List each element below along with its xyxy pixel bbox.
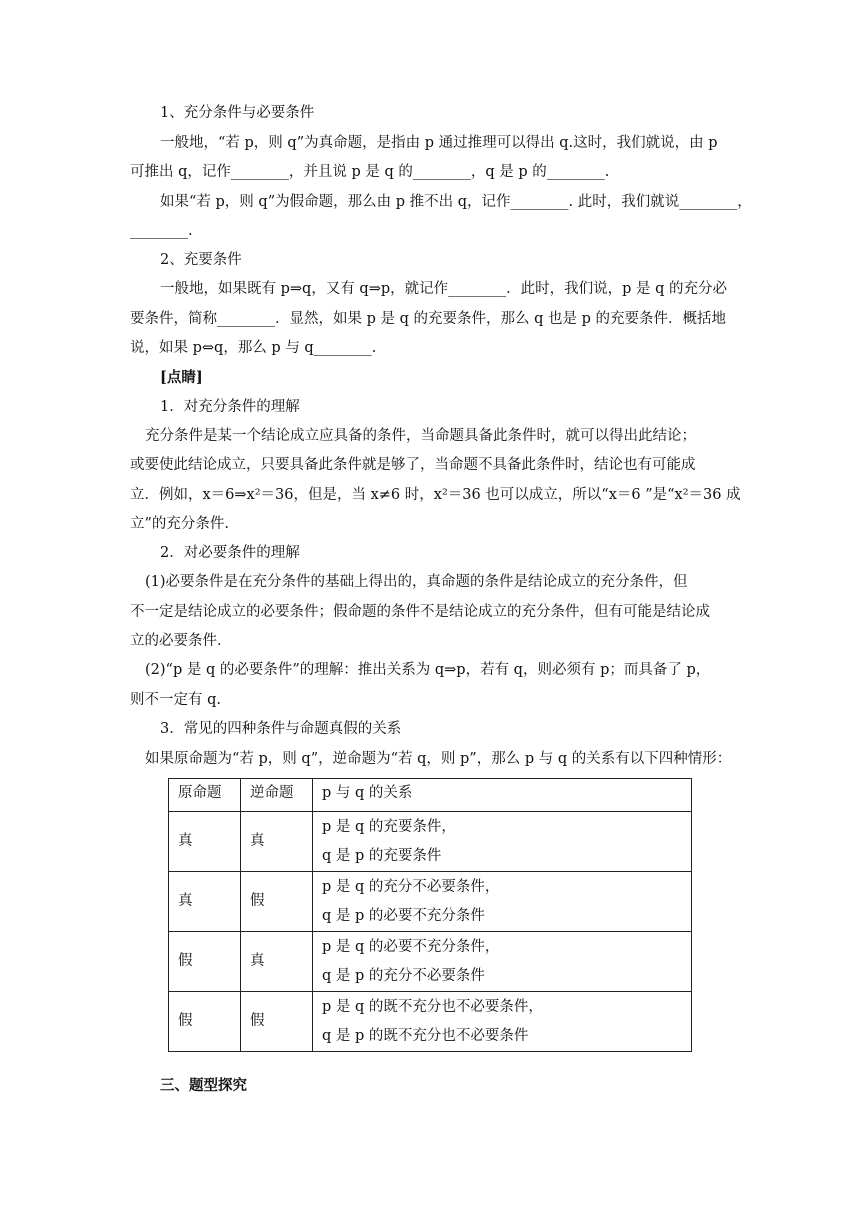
section2-heading: 2、充要条件 bbox=[160, 252, 242, 268]
dianjing-item2-heading: 2．对必要条件的理解 bbox=[160, 545, 300, 561]
table-header-cell: 逆命题 bbox=[241, 779, 313, 812]
table-cell-relation-line1: p 是 q 的既不充分也不必要条件， bbox=[322, 999, 543, 1015]
dianjing-item3-intro: 如果原命题为“若 p，则 q”，逆命题为“若 q，则 p”，那么 p 与 q 的关系有以下四种情形： bbox=[145, 751, 732, 767]
section3-heading: 三、题型探究 bbox=[160, 1077, 247, 1094]
dianjing-item3-heading: 3．常见的四种条件与命题真假的关系 bbox=[160, 721, 402, 737]
section1-paragraph2-line2: ________. bbox=[130, 223, 193, 239]
section1-heading: 1、充分条件与必要条件 bbox=[160, 105, 315, 121]
table-header-cell: 原命题 bbox=[169, 779, 241, 812]
table-cell-relation-line2: q 是 p 的充要条件 bbox=[322, 848, 442, 864]
table-cell-relation-line2: q 是 p 的必要不充分条件 bbox=[322, 908, 485, 924]
dianjing-item1-line2: 或要使此结论成立，只要具备此条件就是够了，当命题不具备此条件时，结论也有可能成 bbox=[130, 457, 696, 473]
table-row bbox=[169, 992, 692, 1052]
table-cell-original: 假 bbox=[178, 953, 193, 969]
table-cell-relation-line2: q 是 p 的既不充分也不必要条件 bbox=[322, 1028, 529, 1044]
table-cell-converse: 假 bbox=[250, 1013, 265, 1029]
section1-paragraph1-line1: 一般地，“若 p，则 q”为真命题，是指由 p 通过推理可以得出 q.这时，我们就说，由 p bbox=[160, 135, 718, 151]
section1-paragraph1-line2: 可推出 q，记作________，并且说 p 是 q 的________，q 是 p 的________. bbox=[130, 164, 610, 180]
dianjing-item1-line3: 立．例如，x＝6⇒x²＝36，但是，当 x≠6 时，x²＝36 也可以成立，所以“x＝6 ”是“x²＝36 成 bbox=[130, 487, 741, 503]
table-cell-original: 真 bbox=[178, 833, 193, 849]
dianjing-item1-line4: 立”的充分条件. bbox=[130, 516, 230, 532]
table-cell-converse: 真 bbox=[250, 953, 265, 969]
table-header-cell: p 与 q 的关系 bbox=[313, 779, 692, 812]
section2-paragraph-line2: 要条件，简称________．显然，如果 p 是 q 的充要条件，那么 q 也是 p 的充要条件．概括地 bbox=[130, 311, 726, 327]
table-cell-original: 真 bbox=[178, 893, 193, 909]
table-row bbox=[169, 812, 692, 872]
table-cell-converse: 真 bbox=[250, 833, 265, 849]
conditions-table bbox=[168, 778, 692, 1052]
table-cell-converse: 假 bbox=[250, 893, 265, 909]
table-header-row bbox=[169, 779, 692, 812]
dianjing-item2-b-line1: (2)“p 是 q 的必要条件”的理解：推出关系为 q⇒p，若有 q，则必须有 p；而具备了 p， bbox=[145, 662, 711, 678]
dianjing-item1-line1: 充分条件是某一个结论成立应具备的条件，当命题具备此条件时，就可以得出此结论； bbox=[145, 428, 696, 444]
dianjing-item2-a-line3: 立的必要条件． bbox=[130, 633, 232, 649]
table-cell-original: 假 bbox=[178, 1013, 193, 1029]
section2-paragraph-line3: 说，如果 p⇔q，那么 p 与 q________. bbox=[130, 340, 377, 356]
table-cell-relation-line1: p 是 q 的必要不充分条件， bbox=[322, 939, 500, 955]
table-row bbox=[169, 932, 692, 992]
section2-paragraph-line1: 一般地，如果既有 p⇒q，又有 q⇒p，就记作________．此时，我们说，p 是 q 的充分必 bbox=[160, 281, 728, 297]
dianjing-item2-a-line2: 不一定是结论成立的必要条件；假命题的条件不是结论成立的充分条件，但有可能是结论成 bbox=[130, 604, 710, 620]
dianjing-heading: [点睛] bbox=[160, 369, 203, 386]
dianjing-item2-b-line2: 则不一定有 q. bbox=[130, 692, 221, 708]
table-row bbox=[169, 872, 692, 932]
dianjing-item2-a-line1: (1)必要条件是在充分条件的基础上得出的，真命题的条件是结论成立的充分条件，但 bbox=[145, 574, 688, 590]
section1-paragraph2-line1: 如果“若 p，则 q”为假命题，那么由 p 推不出 q，记作________. 此时，我们就说________， bbox=[160, 194, 752, 210]
table-cell-relation-line1: p 是 q 的充分不必要条件， bbox=[322, 879, 500, 895]
table-cell-relation-line1: p 是 q 的充要条件， bbox=[322, 819, 456, 835]
table-cell-relation-line2: q 是 p 的充分不必要条件 bbox=[322, 968, 485, 984]
dianjing-item1-heading: 1．对充分条件的理解 bbox=[160, 399, 300, 415]
